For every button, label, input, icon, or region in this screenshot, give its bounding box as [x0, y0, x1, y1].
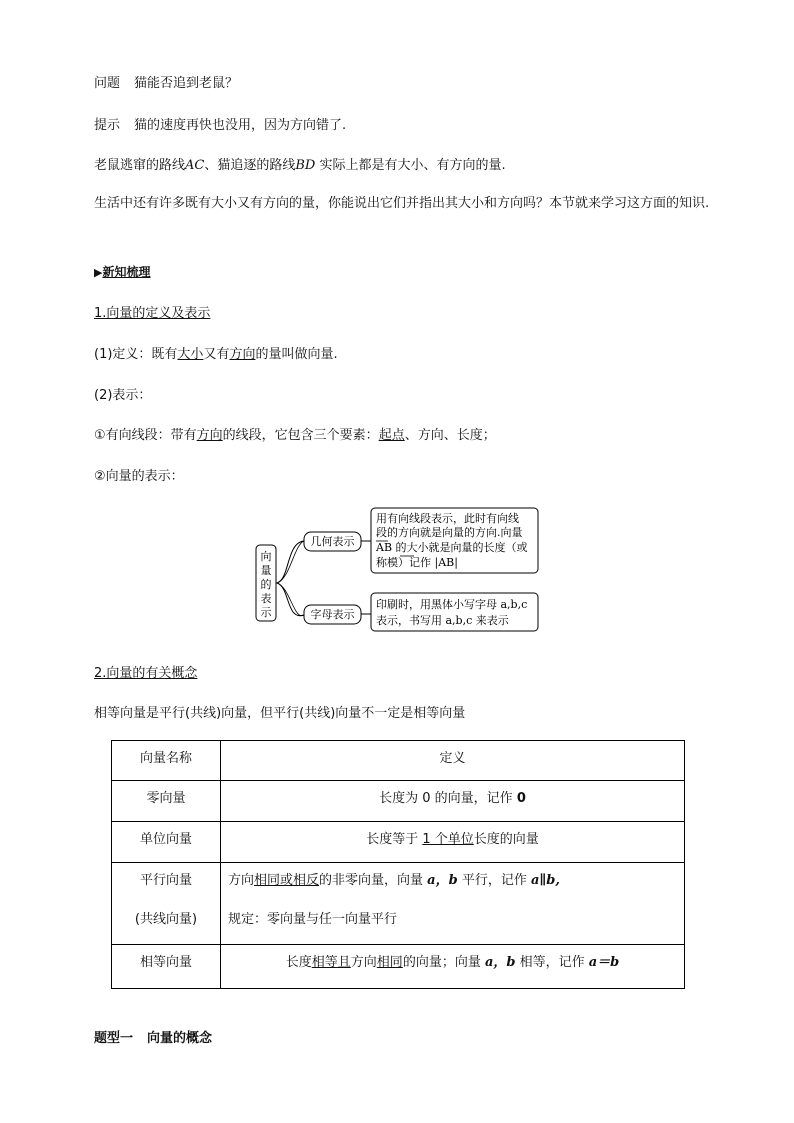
zero-parallel-rule: 规定：零向量与任一向量平行 [228, 912, 398, 927]
triangle-marker-icon: ▶ [94, 266, 103, 279]
route-bd: BD [295, 158, 316, 173]
para1-text-a: 老鼠逃窜的路线 [94, 158, 186, 173]
section-type-1 [94, 1027, 212, 1046]
seg-text-a: ①有向线段：带有 [94, 428, 197, 443]
unit-vector-name: 单位向量 [139, 832, 192, 847]
equal-vector-def [221, 945, 684, 970]
def-text-c: 的非零向量，向量 [319, 873, 428, 888]
def-underlined-2: 相同 [376, 955, 403, 970]
concept-table [111, 740, 685, 989]
table-header-row [112, 741, 685, 781]
row-definition [221, 781, 685, 822]
geo-line-1: 用有向线段表示，此时有向线 [376, 512, 519, 525]
question-text: 猫能否追到老鼠？ [134, 76, 239, 91]
representation-diagram [250, 505, 542, 633]
row-definition [221, 822, 685, 863]
seg-text-b: 的线段，它包含三个要素： [222, 428, 379, 443]
equal-vector-name: 相等向量 [139, 955, 192, 970]
def-text-a: 长度 [285, 955, 312, 970]
representation-label: (2)表示： [94, 388, 152, 403]
table-row [112, 822, 685, 863]
type-label: 题型一 [94, 1031, 134, 1046]
letter-line-1: 印刷时，用黑体小写字母 a,b,c [376, 598, 528, 611]
row-name [112, 945, 221, 989]
parallel-notation: a∥b, [530, 873, 560, 888]
zero-symbol: 0 [516, 791, 526, 806]
def-text-d: 平行，记作 [457, 873, 531, 888]
header-name-text: 向量名称 [139, 751, 192, 766]
def-text-c: 长度的向量 [473, 832, 539, 847]
zero-vector-name: 零向量 [146, 791, 186, 806]
table-row [112, 945, 685, 989]
def-underlined-1: 相等且 [311, 955, 351, 970]
equal-notation: a＝b [588, 955, 620, 970]
def-underlined: 1 个单位 [422, 832, 474, 847]
branch-geometric-label: 几何表示 [310, 535, 355, 548]
row-definition [221, 863, 685, 945]
root-char-5: 示 [260, 606, 272, 619]
geo-line-2: 段的方向就是向量的方向.向量 [376, 526, 523, 539]
root-char-1: 向 [260, 550, 272, 563]
letter-line-2: 表示，书写用 a,b,c 来表示 [376, 614, 509, 627]
row-name [112, 822, 221, 863]
def-text-e: 相等，记作 [515, 955, 589, 970]
root-char-3: 的 [260, 578, 272, 591]
def-text-c: 的量叫做向量. [255, 347, 338, 362]
collinear-vector-name: (共线向量) [134, 912, 198, 927]
left-brace [277, 541, 304, 616]
vectors-ab: a，b [484, 955, 516, 970]
brace-inner [277, 541, 304, 616]
vectors-ab: a，b [427, 873, 458, 888]
part2-heading: 2.向量的有关概念 [94, 666, 198, 681]
zero-vector-def [221, 781, 684, 806]
row-definition [221, 945, 685, 989]
def-text: 长度为 0 的向量，记作 [379, 791, 517, 806]
question-label: 问题 [94, 76, 121, 91]
question-line [94, 72, 238, 91]
def-text-a: 长度等于 [366, 832, 423, 847]
geo-line-3: AB 的大小就是向量的长度（或 [376, 541, 528, 554]
unit-vector-def [221, 822, 684, 847]
intro-paragraph-2: 生活中还有许多既有大小又有方向的量，你能说出它们并指出其大小和方向吗？本节就来学习这方面的知识. [94, 196, 710, 211]
header-definition-text: 定义 [439, 751, 466, 766]
def-text-d: 的向量；向量 [402, 955, 485, 970]
seg-text-c: 、方向、长度； [404, 428, 496, 443]
directed-segment-line [94, 424, 496, 443]
hint-text: 猫的速度再快也没用，因为方向错了. [134, 118, 347, 133]
hint-line [94, 114, 346, 133]
para1-text-c: 实际上都是有大小、有方向的量. [315, 158, 506, 173]
parallel-vector-name: 平行向量 [139, 873, 192, 888]
header-name [112, 741, 221, 781]
type-title: 向量的概念 [147, 1031, 213, 1046]
section-title: 新知梳理 [102, 265, 151, 279]
vector-representation-label: ②向量的表示： [94, 469, 184, 484]
seg-direction: 方向 [196, 428, 223, 443]
def-text-b: 又有 [203, 347, 230, 362]
definition-line [94, 343, 338, 362]
table-row [112, 863, 685, 945]
def-underlined: 相同或相反 [254, 873, 320, 888]
para1-text-b: 、猫追逐的路线 [204, 158, 296, 173]
row-name [112, 781, 221, 822]
section-new-knowledge [94, 263, 150, 280]
root-char-2: 量 [260, 564, 272, 577]
header-definition [221, 741, 685, 781]
route-ac: AC [185, 158, 205, 173]
part1-heading: 1.向量的定义及表示 [94, 306, 211, 321]
branch-letter-label: 字母表示 [310, 608, 355, 621]
table-row [112, 781, 685, 822]
geo-line-4: 称模）记作 |AB| [376, 556, 458, 569]
def-text-c: 方向 [350, 955, 377, 970]
def-size: 大小 [177, 347, 204, 362]
part2-note: 相等向量是平行(共线)向量，但平行(共线)向量不一定是相等向量 [94, 706, 466, 721]
intro-paragraph-1 [94, 154, 506, 173]
hint-label: 提示 [94, 118, 121, 133]
def-text-a: 方向 [228, 873, 255, 888]
def-text-a: (1)定义：既有 [94, 347, 178, 362]
row-name [112, 863, 221, 945]
parallel-vector-def [228, 863, 684, 888]
def-direction: 方向 [229, 347, 256, 362]
root-char-4: 表 [260, 592, 272, 605]
seg-start: 起点 [378, 428, 405, 443]
